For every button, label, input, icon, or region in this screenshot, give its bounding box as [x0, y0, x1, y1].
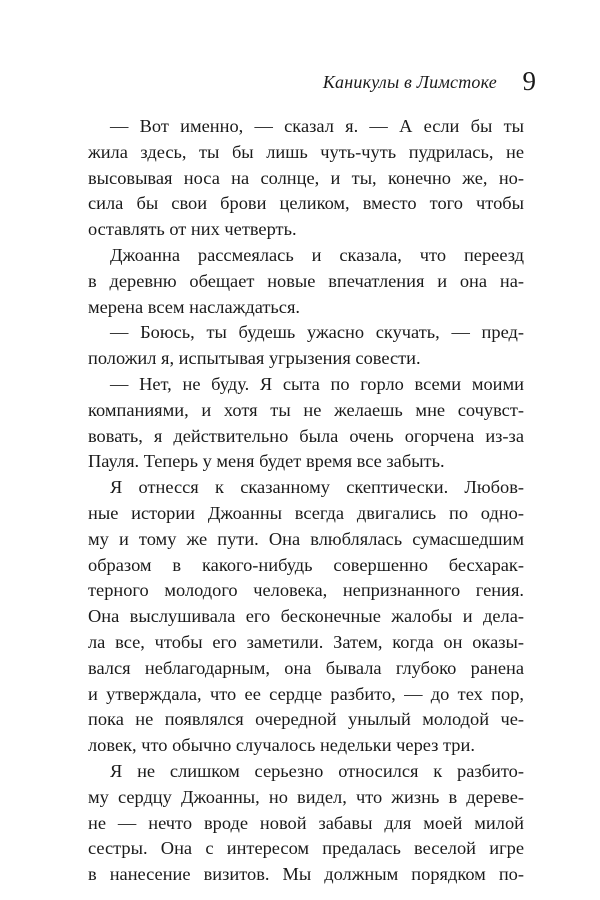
page-number: 9	[522, 66, 536, 96]
text-line: — Вот именно, — сказал я. — А если бы ты	[110, 116, 524, 136]
body-text	[88, 114, 524, 888]
text-line: в деревню обещает новые впечатления и она на-	[88, 270, 524, 291]
text-line: ные истории Джоанны всегда двигались по одно-	[88, 502, 524, 523]
running-header	[0, 66, 600, 106]
text-line: му сердцу Джоанны, но видел, что жизнь в дереве-	[88, 786, 524, 807]
text-line: не — нечто вроде новой забавы для моей милой	[88, 812, 524, 833]
text-line: и утверждала, что ее сердце разбито, — до тех пор,	[88, 683, 524, 704]
text-line: Она выслушивала его бесконечные жалобы и дела-	[88, 606, 524, 627]
text-line: му и тому же пути. Она влюблялась сумасшедшим	[88, 528, 524, 549]
text-line: высовывая носа на солнце, и ты, конечно же, но-	[88, 167, 524, 188]
text-line: ловек, что обычно случалось недельки через три.	[88, 735, 475, 756]
text-line: сестры. Она с интересом предалась веселой игре	[88, 838, 524, 859]
text-line: терного молодого человека, непризнанного гения.	[88, 580, 524, 601]
text-line: мерена всем наслаждаться.	[88, 296, 301, 317]
text-line: жила здесь, ты бы лишь чуть-чуть пудрилась, не	[88, 141, 524, 162]
running-title: Каникулы в Лимстоке	[322, 72, 497, 92]
text-line: пока не появлялся очередной унылый молодой че-	[88, 709, 524, 730]
text-line: — Боюсь, ты будешь ужасно скучать, — пред-	[110, 322, 524, 343]
text-line: Я отнесся к сказанному скептически. Любов-	[110, 477, 524, 498]
text-line: оставлять от них четверть.	[88, 219, 297, 240]
text-line: вовать, я действительно была очень огорчена из-за	[88, 425, 524, 446]
text-line: положил я, испытывая угрызения совести.	[88, 348, 421, 369]
text-line: в нанесение визитов. Мы должным порядком по-	[88, 864, 524, 885]
text-line: вался неблагодарным, она бывала глубоко ранена	[88, 657, 524, 678]
text-line: ла все, чтобы его заметили. Затем, когда он оказы-	[88, 631, 524, 652]
text-line: Джоанна рассмеялась и сказала, что переезд	[110, 244, 524, 265]
text-line: Пауля. Теперь у меня будет время все забыть.	[88, 451, 445, 472]
text-line: образом в какого-нибудь совершенно бесхарак-	[88, 554, 524, 575]
text-line: компаниями, и хотя ты не желаешь мне сочувст-	[88, 399, 524, 420]
text-line: сила бы свои брови целиком, вместо того чтобы	[88, 193, 524, 214]
text-line: Я не слишком серьезно относился к разбито-	[110, 760, 524, 781]
text-line: — Нет, не буду. Я сыта по горло всеми моими	[110, 373, 524, 394]
